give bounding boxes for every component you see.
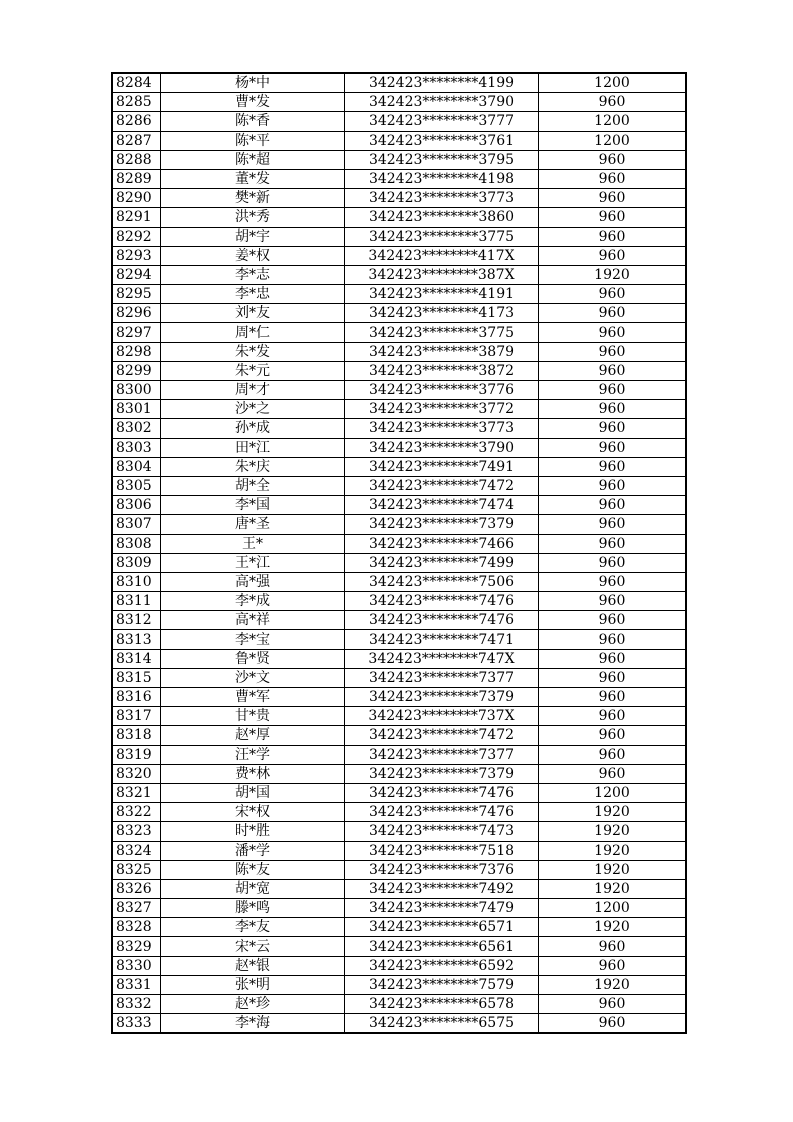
amount-cell: 1200: [539, 112, 687, 131]
amount-cell: 1920: [539, 822, 687, 841]
table-row: [112, 822, 686, 841]
name-cell: 鲁*贤: [161, 649, 345, 668]
name-cell: 朱*庆: [161, 457, 345, 476]
name-cell: 时*胜: [161, 822, 345, 841]
row-number-cell: 8308: [112, 534, 161, 553]
amount-cell: 960: [539, 93, 687, 112]
table-row: [112, 688, 686, 707]
name-cell: 曹*军: [161, 688, 345, 707]
amount-cell: 960: [539, 476, 687, 495]
row-number-cell: 8310: [112, 572, 161, 591]
amount-cell: 960: [539, 553, 687, 572]
name-cell: 张*明: [161, 975, 345, 994]
row-number-cell: 8313: [112, 630, 161, 649]
amount-cell: 1920: [539, 918, 687, 937]
row-number-cell: 8284: [112, 73, 161, 93]
id-number-cell: 342423********6561: [345, 937, 539, 956]
name-cell: 刘*友: [161, 304, 345, 323]
row-number-cell: 8327: [112, 899, 161, 918]
table-row: [112, 381, 686, 400]
name-cell: 沙*文: [161, 668, 345, 687]
id-number-cell: 342423********7506: [345, 572, 539, 591]
name-cell: 陈*超: [161, 150, 345, 169]
name-cell: 赵*厚: [161, 726, 345, 745]
amount-cell: 960: [539, 189, 687, 208]
name-cell: 高*强: [161, 572, 345, 591]
id-number-cell: 342423********7472: [345, 476, 539, 495]
amount-cell: 960: [539, 956, 687, 975]
amount-cell: 1200: [539, 131, 687, 150]
name-cell: 李*国: [161, 496, 345, 515]
id-number-cell: 342423********7471: [345, 630, 539, 649]
id-number-cell: 342423********7376: [345, 860, 539, 879]
id-number-cell: 342423********7472: [345, 726, 539, 745]
row-number-cell: 8300: [112, 381, 161, 400]
table-row: [112, 707, 686, 726]
table-row: [112, 342, 686, 361]
table-row: [112, 764, 686, 783]
name-cell: 周*才: [161, 381, 345, 400]
table-row: [112, 1014, 686, 1034]
amount-cell: 960: [539, 457, 687, 476]
row-number-cell: 8317: [112, 707, 161, 726]
amount-cell: 960: [539, 707, 687, 726]
name-cell: 唐*圣: [161, 515, 345, 534]
id-number-cell: 342423********747X: [345, 649, 539, 668]
amount-cell: 1920: [539, 265, 687, 284]
name-cell: 宋*云: [161, 937, 345, 956]
table-row: [112, 496, 686, 515]
id-number-cell: 342423********387X: [345, 265, 539, 284]
table-row: [112, 860, 686, 879]
id-number-cell: 342423********6571: [345, 918, 539, 937]
table-row: [112, 169, 686, 188]
id-number-cell: 342423********3772: [345, 400, 539, 419]
table-row: [112, 208, 686, 227]
id-number-cell: 342423********6575: [345, 1014, 539, 1034]
name-cell: 樊*新: [161, 189, 345, 208]
table-row: [112, 227, 686, 246]
id-number-cell: 342423********3776: [345, 381, 539, 400]
id-number-cell: 342423********7476: [345, 611, 539, 630]
name-cell: 陈*友: [161, 860, 345, 879]
amount-cell: 960: [539, 937, 687, 956]
amount-cell: 960: [539, 515, 687, 534]
amount-cell: 960: [539, 688, 687, 707]
name-cell: 李*海: [161, 1014, 345, 1034]
amount-cell: 960: [539, 668, 687, 687]
id-number-cell: 342423********7518: [345, 841, 539, 860]
row-number-cell: 8320: [112, 764, 161, 783]
row-number-cell: 8333: [112, 1014, 161, 1034]
table-row: [112, 668, 686, 687]
row-number-cell: 8323: [112, 822, 161, 841]
name-cell: 朱*元: [161, 361, 345, 380]
amount-cell: 1920: [539, 803, 687, 822]
id-number-cell: 342423********4173: [345, 304, 539, 323]
table-row: [112, 361, 686, 380]
id-number-cell: 342423********7473: [345, 822, 539, 841]
name-cell: 田*江: [161, 438, 345, 457]
amount-cell: 960: [539, 649, 687, 668]
amount-cell: 1920: [539, 879, 687, 898]
id-number-cell: 342423********7476: [345, 592, 539, 611]
table-row: [112, 745, 686, 764]
table-row: [112, 975, 686, 994]
name-cell: 潘*学: [161, 841, 345, 860]
name-cell: 李*志: [161, 265, 345, 284]
row-number-cell: 8289: [112, 169, 161, 188]
id-number-cell: 342423********7379: [345, 515, 539, 534]
amount-cell: 1200: [539, 899, 687, 918]
amount-cell: 960: [539, 1014, 687, 1034]
row-number-cell: 8291: [112, 208, 161, 227]
table-row: [112, 956, 686, 975]
row-number-cell: 8330: [112, 956, 161, 975]
table-row: [112, 630, 686, 649]
amount-cell: 960: [539, 285, 687, 304]
id-number-cell: 342423********3777: [345, 112, 539, 131]
table-row: [112, 534, 686, 553]
table-row: [112, 438, 686, 457]
name-cell: 孙*成: [161, 419, 345, 438]
table-body: [112, 73, 686, 1033]
name-cell: 李*忠: [161, 285, 345, 304]
id-number-cell: 342423********417X: [345, 246, 539, 265]
name-cell: 费*林: [161, 764, 345, 783]
id-number-cell: 342423********3860: [345, 208, 539, 227]
row-number-cell: 8314: [112, 649, 161, 668]
id-number-cell: 342423********7491: [345, 457, 539, 476]
name-cell: 陈*平: [161, 131, 345, 150]
table-row: [112, 265, 686, 284]
id-number-cell: 342423********7479: [345, 899, 539, 918]
row-number-cell: 8292: [112, 227, 161, 246]
table-row: [112, 457, 686, 476]
row-number-cell: 8290: [112, 189, 161, 208]
amount-cell: 960: [539, 150, 687, 169]
name-cell: 甘*贵: [161, 707, 345, 726]
amount-cell: 960: [539, 592, 687, 611]
table-row: [112, 131, 686, 150]
row-number-cell: 8302: [112, 419, 161, 438]
table-row: [112, 611, 686, 630]
row-number-cell: 8322: [112, 803, 161, 822]
table-row: [112, 93, 686, 112]
table-row: [112, 246, 686, 265]
row-number-cell: 8316: [112, 688, 161, 707]
amount-cell: 1200: [539, 783, 687, 802]
amount-cell: 960: [539, 419, 687, 438]
table-row: [112, 803, 686, 822]
id-number-cell: 342423********4198: [345, 169, 539, 188]
table-row: [112, 841, 686, 860]
row-number-cell: 8326: [112, 879, 161, 898]
table-row: [112, 649, 686, 668]
amount-cell: 1200: [539, 73, 687, 93]
name-cell: 胡*宇: [161, 227, 345, 246]
row-number-cell: 8311: [112, 592, 161, 611]
amount-cell: 960: [539, 342, 687, 361]
id-number-cell: 342423********3872: [345, 361, 539, 380]
amount-cell: 1920: [539, 975, 687, 994]
row-number-cell: 8318: [112, 726, 161, 745]
row-number-cell: 8305: [112, 476, 161, 495]
id-number-cell: 342423********4199: [345, 73, 539, 93]
amount-cell: 960: [539, 496, 687, 515]
id-number-cell: 342423********3761: [345, 131, 539, 150]
id-number-cell: 342423********3879: [345, 342, 539, 361]
id-number-cell: 342423********3773: [345, 419, 539, 438]
table-row: [112, 189, 686, 208]
table-row: [112, 899, 686, 918]
amount-cell: 960: [539, 246, 687, 265]
name-cell: 胡*国: [161, 783, 345, 802]
table-row: [112, 515, 686, 534]
row-number-cell: 8285: [112, 93, 161, 112]
row-number-cell: 8286: [112, 112, 161, 131]
id-number-cell: 342423********7492: [345, 879, 539, 898]
name-cell: 赵*银: [161, 956, 345, 975]
id-number-cell: 342423********7474: [345, 496, 539, 515]
name-cell: 王*江: [161, 553, 345, 572]
id-number-cell: 342423********737X: [345, 707, 539, 726]
row-number-cell: 8324: [112, 841, 161, 860]
table-row: [112, 323, 686, 342]
name-cell: 李*宝: [161, 630, 345, 649]
row-number-cell: 8296: [112, 304, 161, 323]
table-row: [112, 572, 686, 591]
amount-cell: 960: [539, 534, 687, 553]
amount-cell: 960: [539, 745, 687, 764]
table-row: [112, 783, 686, 802]
amount-cell: 960: [539, 764, 687, 783]
id-number-cell: 342423********7377: [345, 668, 539, 687]
id-number-cell: 342423********3775: [345, 323, 539, 342]
id-number-cell: 342423********3790: [345, 438, 539, 457]
id-number-cell: 342423********7476: [345, 783, 539, 802]
table-row: [112, 150, 686, 169]
id-number-cell: 342423********7579: [345, 975, 539, 994]
id-number-cell: 342423********3790: [345, 93, 539, 112]
table-row: [112, 112, 686, 131]
name-cell: 胡*全: [161, 476, 345, 495]
name-cell: 陈*香: [161, 112, 345, 131]
table-row: [112, 879, 686, 898]
name-cell: 沙*之: [161, 400, 345, 419]
amount-cell: 1920: [539, 860, 687, 879]
row-number-cell: 8312: [112, 611, 161, 630]
row-number-cell: 8325: [112, 860, 161, 879]
row-number-cell: 8304: [112, 457, 161, 476]
name-cell: 朱*发: [161, 342, 345, 361]
row-number-cell: 8319: [112, 745, 161, 764]
row-number-cell: 8309: [112, 553, 161, 572]
amount-cell: 960: [539, 726, 687, 745]
id-number-cell: 342423********6592: [345, 956, 539, 975]
row-number-cell: 8329: [112, 937, 161, 956]
amount-cell: 1920: [539, 841, 687, 860]
amount-cell: 960: [539, 995, 687, 1014]
name-cell: 汪*学: [161, 745, 345, 764]
row-number-cell: 8331: [112, 975, 161, 994]
row-number-cell: 8328: [112, 918, 161, 937]
table-row: [112, 726, 686, 745]
id-number-cell: 342423********7476: [345, 803, 539, 822]
name-cell: 姜*权: [161, 246, 345, 265]
id-number-cell: 342423********6578: [345, 995, 539, 1014]
name-cell: 周*仁: [161, 323, 345, 342]
amount-cell: 960: [539, 630, 687, 649]
table-row: [112, 419, 686, 438]
id-number-cell: 342423********3775: [345, 227, 539, 246]
name-cell: 高*祥: [161, 611, 345, 630]
name-cell: 胡*宽: [161, 879, 345, 898]
id-number-cell: 342423********7377: [345, 745, 539, 764]
row-number-cell: 8307: [112, 515, 161, 534]
table-row: [112, 995, 686, 1014]
row-number-cell: 8332: [112, 995, 161, 1014]
row-number-cell: 8287: [112, 131, 161, 150]
row-number-cell: 8298: [112, 342, 161, 361]
data-table: [111, 72, 687, 1034]
table-row: [112, 73, 686, 93]
row-number-cell: 8301: [112, 400, 161, 419]
name-cell: 李*成: [161, 592, 345, 611]
name-cell: 王*: [161, 534, 345, 553]
name-cell: 赵*珍: [161, 995, 345, 1014]
table-row: [112, 553, 686, 572]
row-number-cell: 8315: [112, 668, 161, 687]
name-cell: 洪*秀: [161, 208, 345, 227]
amount-cell: 960: [539, 400, 687, 419]
table-row: [112, 285, 686, 304]
row-number-cell: 8288: [112, 150, 161, 169]
amount-cell: 960: [539, 611, 687, 630]
id-number-cell: 342423********7379: [345, 764, 539, 783]
name-cell: 董*发: [161, 169, 345, 188]
row-number-cell: 8293: [112, 246, 161, 265]
row-number-cell: 8321: [112, 783, 161, 802]
name-cell: 滕*鸣: [161, 899, 345, 918]
id-number-cell: 342423********3795: [345, 150, 539, 169]
amount-cell: 960: [539, 169, 687, 188]
amount-cell: 960: [539, 361, 687, 380]
table-row: [112, 476, 686, 495]
row-number-cell: 8303: [112, 438, 161, 457]
amount-cell: 960: [539, 572, 687, 591]
id-number-cell: 342423********7499: [345, 553, 539, 572]
id-number-cell: 342423********3773: [345, 189, 539, 208]
table-row: [112, 304, 686, 323]
row-number-cell: 8294: [112, 265, 161, 284]
table-row: [112, 400, 686, 419]
amount-cell: 960: [539, 438, 687, 457]
amount-cell: 960: [539, 304, 687, 323]
id-number-cell: 342423********7466: [345, 534, 539, 553]
table-row: [112, 918, 686, 937]
amount-cell: 960: [539, 208, 687, 227]
row-number-cell: 8306: [112, 496, 161, 515]
name-cell: 宋*权: [161, 803, 345, 822]
amount-cell: 960: [539, 323, 687, 342]
name-cell: 李*友: [161, 918, 345, 937]
name-cell: 曹*发: [161, 93, 345, 112]
table-row: [112, 592, 686, 611]
amount-cell: 960: [539, 381, 687, 400]
row-number-cell: 8297: [112, 323, 161, 342]
name-cell: 杨*中: [161, 73, 345, 93]
row-number-cell: 8299: [112, 361, 161, 380]
id-number-cell: 342423********4191: [345, 285, 539, 304]
table-row: [112, 937, 686, 956]
amount-cell: 960: [539, 227, 687, 246]
id-number-cell: 342423********7379: [345, 688, 539, 707]
row-number-cell: 8295: [112, 285, 161, 304]
